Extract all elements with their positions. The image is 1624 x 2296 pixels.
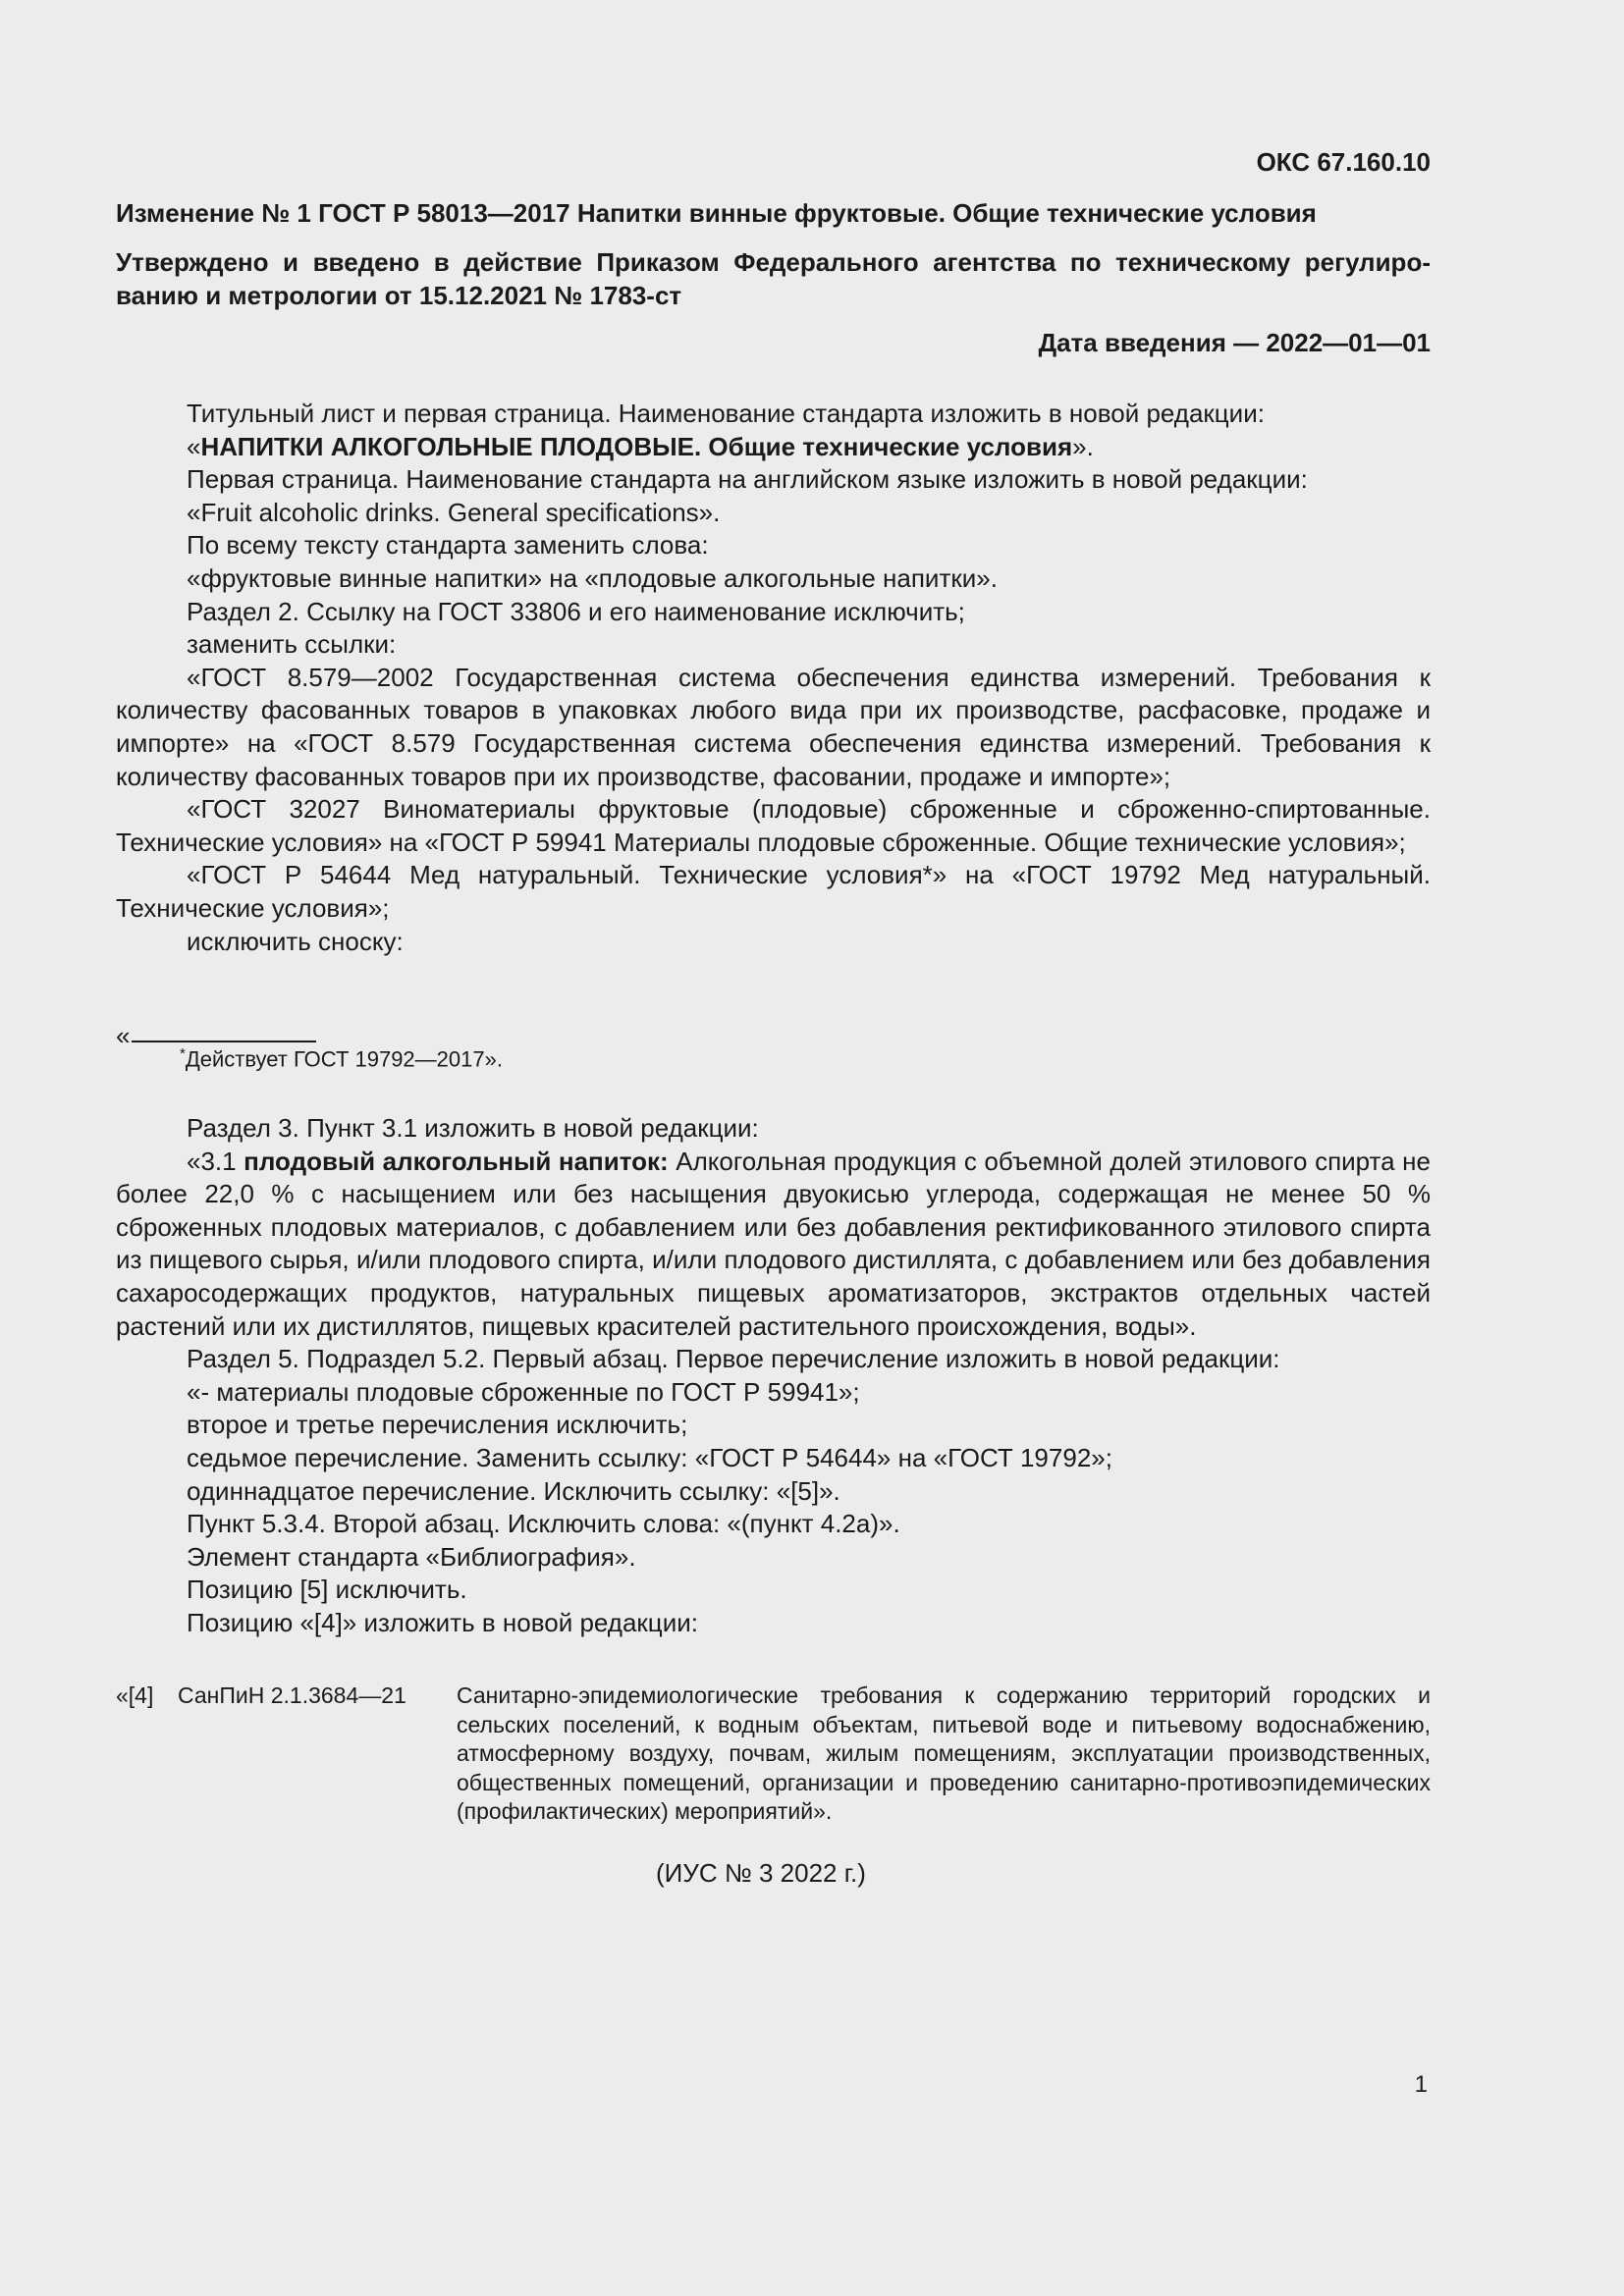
- document-title: Изменение № 1 ГОСТ Р 58013—2017 Напитки винные фруктовые. Общие технические условия: [116, 198, 1317, 228]
- amendment-body: [116, 398, 1431, 958]
- paragraph: седьмое перечисление. Заменить ссылку: «ГОСТ Р 54644» на «ГОСТ 19792»;: [187, 1442, 1112, 1472]
- amendment-body-continued: [116, 1112, 1431, 1640]
- paragraph: одиннадцатое перечисление. Исключить ссылку: «[5]».: [187, 1475, 840, 1506]
- bibliography-code: СанПиН 2.1.3684—21: [178, 1682, 406, 1708]
- paragraph: Раздел 3. Пункт 3.1 изложить в новой редакции:: [187, 1113, 759, 1143]
- paragraph: «ГОСТ 8.579—2002 Государственная система обеспечения единства измерений. Требования к количеству фасованных товаров в упаковках любого вида при их производстве, расфасовке, продаже и импорте» на «ГОСТ 8.579 Государственная система обеспечения единства измерений. Требования к количеству фасованных товаров при их производстве, фасовании, продаже и импорте»;: [116, 662, 1431, 791]
- clause-number: «3.1: [187, 1146, 244, 1176]
- oks-code: ОКС 67.160.10: [1256, 147, 1431, 177]
- footnote-content: Действует ГОСТ 19792—2017».: [185, 1046, 503, 1072]
- paragraph: Пункт 5.3.4. Второй абзац. Исключить слова: «(пункт 4.2а)».: [187, 1509, 900, 1539]
- footnote-text: [180, 1045, 503, 1072]
- paragraph: «фруктовые винные напитки» на «плодовые алкогольные напитки».: [187, 562, 998, 593]
- definition-paragraph: [116, 1146, 1431, 1344]
- bibliography-description: Санитарно-эпидемиологические требования к содержанию территорий городских и сельских поселений, к водным объектам, питьевой воде и питьевому водоснабжению, атмосферному воздуху, почвам, жилым помещениям, эксплуатации производственных, общественных помещений, организации и проведению санитарно-противоэпидемических (профилактических) мероприятий».: [457, 1682, 1431, 1824]
- paragraph: «Fruit alcoholic drinks. General specifications».: [187, 497, 721, 527]
- paragraph: Позицию [5] исключить.: [187, 1575, 467, 1605]
- paragraph: [116, 431, 1431, 464]
- paragraph: «ГОСТ Р 54644 Мед натуральный. Технические условия*» на «ГОСТ 19792 Мед натуральный. Технические условия»;: [116, 860, 1431, 923]
- quote-close: ».: [1072, 431, 1094, 461]
- paragraph: Раздел 2. Ссылку на ГОСТ 33806 и его наименование исключить;: [187, 596, 965, 626]
- paragraph: заменить ссылки:: [187, 629, 397, 660]
- paragraph: второе и третье перечисления исключить;: [187, 1410, 688, 1440]
- paragraph: Титульный лист и первая страница. Наименование стандарта изложить в новой редакции:: [187, 399, 1265, 428]
- effective-date: Дата введения — 2022—01—01: [1038, 328, 1431, 357]
- bibliography-number: «[4]: [116, 1682, 154, 1708]
- footnote-mark: *: [180, 1045, 186, 1062]
- paragraph: исключить сноску:: [187, 926, 404, 956]
- term: плодовый алкогольный напиток:: [244, 1146, 669, 1176]
- paragraph: Раздел 5. Подраздел 5.2. Первый абзац. Первое перечисление изложить в новой редакции:: [187, 1344, 1280, 1374]
- definition: Алкогольная продукция с объемной долей этилового спирта не более 22,0 % с насыщением или без насыщения двуокисью углерода, содержащая не менее 50 % сброженных плодовых материалов, с добавлением или без добавления ректификованного этилового спирта из пищевого сырья, и/или плодового спирта, и/или плодового дистиллята, с добавлением или без добавления сахаросодержащих продуктов, натуральных пищевых ароматизаторов, экстрактов отдельных частей растений или их дистиллятов, пищевых красителей растительного происхождения, воды».: [116, 1146, 1432, 1341]
- page-number: 1: [1414, 2071, 1428, 2098]
- approval-statement: Утверждено и введено в действие Приказом Федерального агентства по техническому регулированию и метрологии от 15.12.2021 № 1783-ст: [116, 247, 1431, 310]
- quote-open: «: [116, 1021, 131, 1050]
- standard-name-ru: НАПИТКИ АЛКОГОЛЬНЫЕ ПЛОДОВЫЕ. Общие технические условия: [200, 431, 1073, 461]
- quote-open: «: [187, 431, 201, 461]
- paragraph: «ГОСТ 32027 Виноматериалы фруктовые (плодовые) сброженные и сброженно-спиртованные. Технические условия» на «ГОСТ Р 59941 Материалы плодовые сброженные. Общие технические условия»;: [116, 794, 1431, 857]
- paragraph: Первая страница. Наименование стандарта на английском языке изложить в новой редакции:: [187, 464, 1308, 495]
- ius-reference: (ИУС № 3 2022 г.): [656, 1858, 866, 1888]
- paragraph: «- материалы плодовые сброженные по ГОСТ Р 59941»;: [187, 1376, 860, 1407]
- separator-line: [132, 1041, 316, 1042]
- paragraph: Элемент стандарта «Библиография».: [187, 1541, 636, 1572]
- paragraph: По всему тексту стандарта заменить слова:: [187, 530, 709, 561]
- paragraph: Позицию «[4]» изложить в новой редакции:: [187, 1607, 698, 1637]
